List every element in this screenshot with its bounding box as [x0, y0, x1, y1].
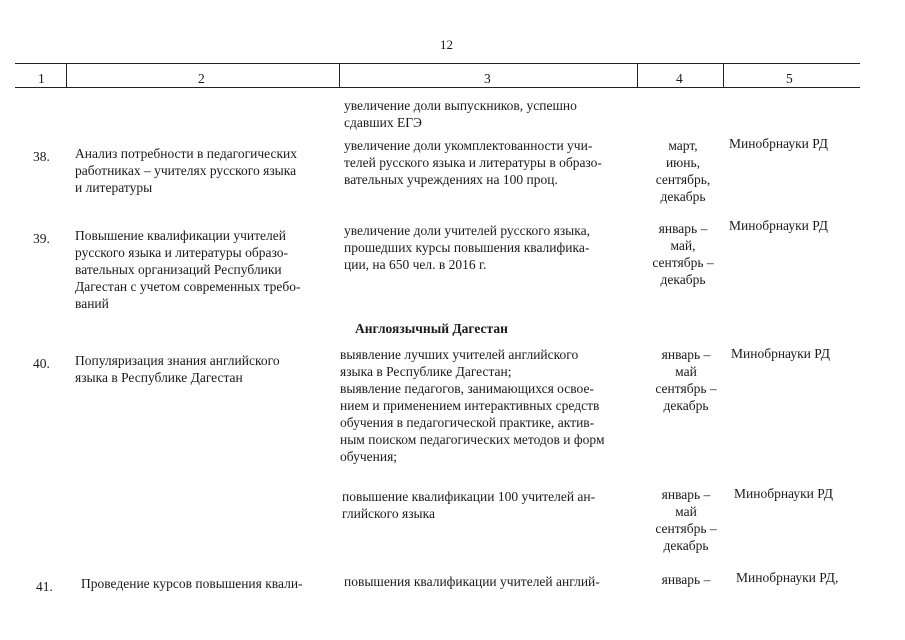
row-38-term-line: июнь,	[665, 155, 701, 170]
row-39-term	[642, 220, 724, 288]
row-38-measure	[75, 145, 333, 196]
row-38-term	[642, 137, 724, 205]
page-number: 12	[440, 37, 453, 52]
row-40-result-line: выявление педагогов, занимающихся освое-	[340, 381, 594, 396]
row-39-result-line: прошедших курсы повышения квалифика-	[344, 240, 590, 255]
row-40b-term-line: январь –	[661, 487, 711, 502]
row-38-term-line: сентябрь,	[655, 172, 711, 187]
row-40-number: 40.	[33, 356, 50, 371]
row-41-number: 41.	[36, 579, 53, 594]
row-40-executor: Минобрнауки РД	[731, 346, 830, 361]
row-39-measure-line: ваний	[75, 296, 109, 311]
continuation-result-line: сдавших ЕГЭ	[344, 115, 422, 130]
row-39-measure-line: русского языка и литературы образо-	[75, 245, 288, 260]
row-40-measure	[75, 352, 333, 386]
row-40-result-line: обучения в педагогической практике, актив-	[340, 415, 595, 430]
row-40-result-line: выявление лучших учителей английского	[340, 347, 579, 362]
row-40-term	[645, 346, 727, 414]
row-39-measure-line: Дагестан с учетом современных требо-	[75, 279, 301, 294]
row-40-result-line: нием и применением интерактивных средств	[340, 398, 600, 413]
section-title: Англоязычный Дагестан	[355, 321, 508, 336]
row-41-result	[344, 573, 600, 590]
row-38-executor: Минобрнауки РД	[729, 136, 828, 151]
row-39-number: 39.	[33, 231, 50, 246]
row-40b-term	[645, 486, 727, 554]
row-40-result	[340, 346, 605, 465]
row-39-term-line: январь –	[658, 221, 708, 236]
row-38-measure-line: работниках – учителях русского языка	[75, 163, 297, 178]
header-col-divider-4	[723, 63, 724, 88]
row-38-result-line: вательных учреждениях на 100 проц.	[344, 172, 558, 187]
continuation-result-line: увеличение доли выпускников, успешно	[344, 98, 577, 113]
row-38-term-line: март,	[668, 138, 698, 153]
row-40-measure-line: Популяризация знания английского	[75, 353, 280, 368]
row-38-term-line: декабрь	[660, 189, 706, 204]
row-40-term-line: январь –	[661, 347, 711, 362]
row-39-measure-line: вательных организаций Республики	[75, 262, 282, 277]
row-40b-term-line: сентябрь –	[655, 521, 717, 536]
row-40b-executor: Минобрнауки РД	[734, 486, 833, 501]
row-39-term-line: май,	[670, 238, 696, 253]
header-col-divider-2	[339, 63, 340, 88]
row-39-result-line: увеличение доли учителей русского языка,	[344, 223, 590, 238]
row-38-measure-line: Анализ потребности в педагогических	[75, 146, 298, 161]
header-col-2: 2	[198, 71, 205, 86]
row-40-term-line: май	[675, 364, 697, 379]
row-39-result-line: ции, на 650 чел. в 2016 г.	[344, 257, 487, 272]
row-38-result-line: телей русского языка и литературы в образо-	[344, 155, 602, 170]
header-col-divider-1	[66, 63, 67, 88]
row-40-measure-line: языка в Республике Дагестан	[75, 370, 243, 385]
row-41-result-line: повышения квалификации учителей англий-	[344, 574, 600, 589]
header-top-rule	[15, 63, 860, 64]
header-col-1: 1	[38, 71, 45, 86]
row-40-result-line: ным поиском педагогических методов и форм	[340, 432, 605, 447]
row-39-measure	[75, 227, 333, 312]
row-41-measure	[81, 575, 339, 592]
row-38-measure-line: и литературы	[75, 180, 153, 195]
row-40-result-line: языка в Республике Дагестан;	[340, 364, 512, 379]
row-40b-term-line: май	[675, 504, 697, 519]
header-col-divider-3	[637, 63, 638, 88]
row-41-executor: Минобрнауки РД,	[736, 570, 839, 585]
continuation-result	[344, 97, 577, 131]
row-41-measure-line: Проведение курсов повышения квали-	[81, 576, 303, 591]
row-40b-result-line: глийского языка	[342, 506, 435, 521]
header-col-3: 3	[484, 71, 491, 86]
header-col-4: 4	[676, 71, 683, 86]
header-bottom-rule	[15, 87, 860, 88]
row-39-term-line: декабрь	[660, 272, 706, 287]
row-38-result	[344, 137, 602, 188]
row-39-term-line: сентябрь –	[652, 255, 714, 270]
row-40b-result-line: повышение квалификации 100 учителей ан-	[342, 489, 596, 504]
row-41-term	[645, 571, 727, 588]
row-38-number: 38.	[33, 149, 50, 164]
row-40-term-line: сентябрь –	[655, 381, 717, 396]
row-38-result-line: увеличение доли укомплектованности учи-	[344, 138, 593, 153]
row-40-term-line: декабрь	[663, 398, 709, 413]
row-41-term-line: январь –	[661, 572, 711, 587]
row-39-measure-line: Повышение квалификации учителей	[75, 228, 286, 243]
header-col-5: 5	[786, 71, 793, 86]
row-40-result-line: обучения;	[340, 449, 398, 464]
row-39-executor: Минобрнауки РД	[729, 218, 828, 233]
row-40b-result	[342, 488, 595, 522]
row-39-result	[344, 222, 590, 273]
row-40b-term-line: декабрь	[663, 538, 709, 553]
